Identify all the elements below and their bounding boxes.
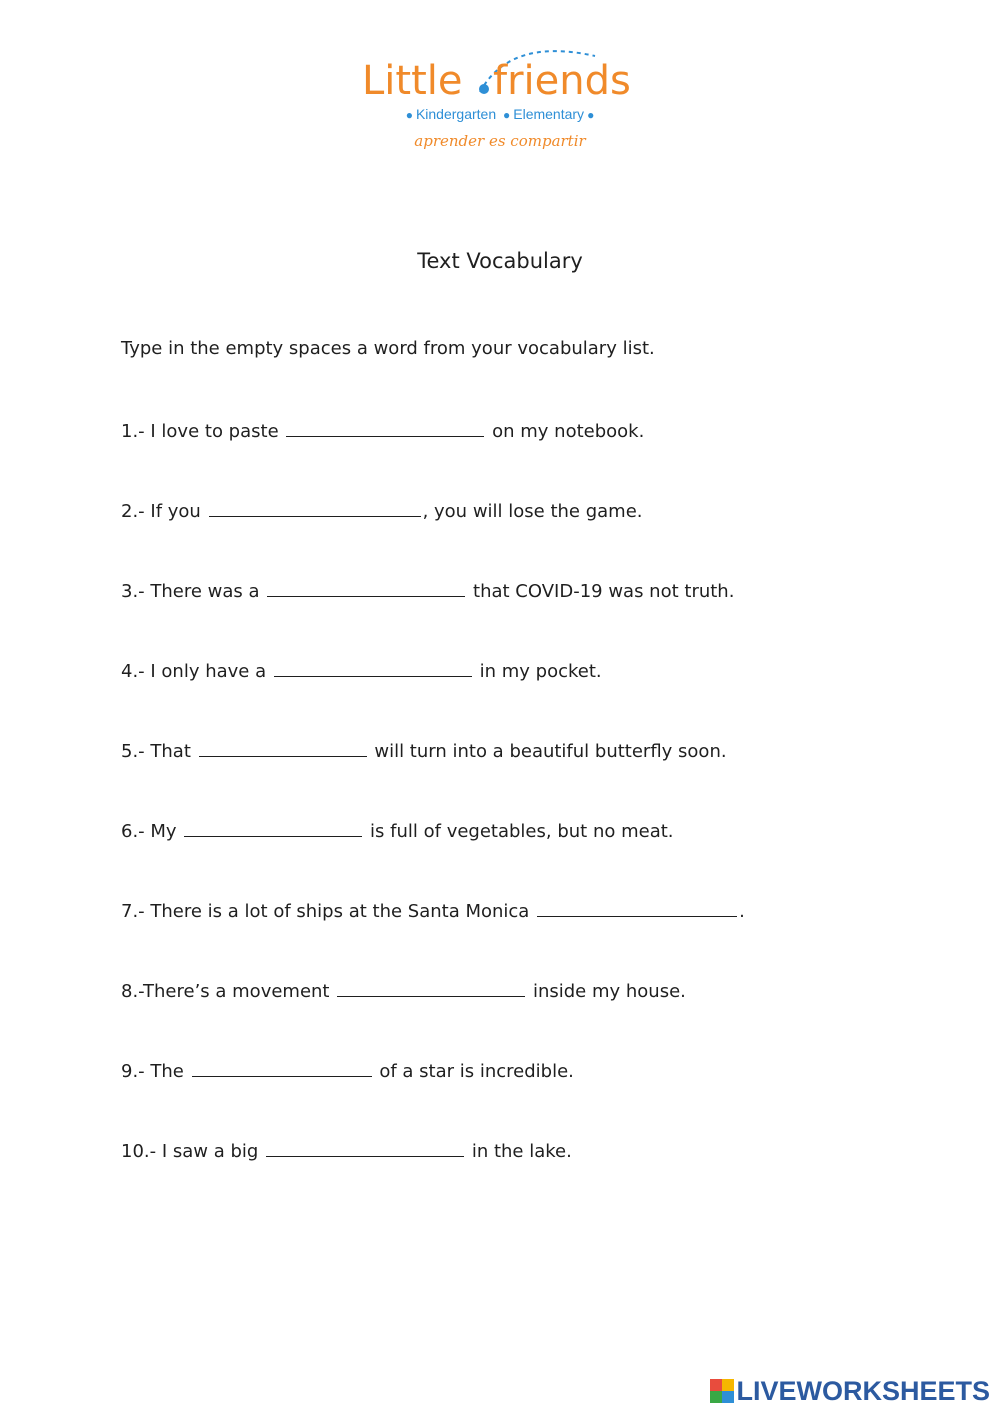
question-text-before: 2.- If you bbox=[121, 501, 201, 522]
question-text-after: . bbox=[739, 901, 745, 922]
question-5 bbox=[121, 738, 727, 762]
little-friends-wordmark bbox=[360, 42, 640, 112]
answer-blank-6[interactable] bbox=[184, 818, 362, 837]
question-8 bbox=[121, 978, 686, 1002]
question-text-after: that COVID-19 was not truth. bbox=[473, 581, 735, 602]
logo-subtitle-left: Kindergarten bbox=[415, 106, 497, 122]
question-text-after: in the lake. bbox=[471, 1141, 572, 1162]
question-1 bbox=[121, 418, 644, 442]
question-text-after: of a star is incredible. bbox=[379, 1061, 574, 1082]
logo-tile-blue bbox=[722, 1391, 734, 1403]
logo-tagline: aprender es compartir bbox=[414, 132, 586, 150]
svg-text:Little: Little bbox=[362, 58, 463, 104]
question-text-before: 8.-There’s a movement bbox=[121, 981, 330, 1002]
question-text-before: 3.- There was a bbox=[121, 581, 260, 602]
logo-subtitle-right: Elementary bbox=[513, 106, 585, 122]
question-text-before: 6.- My bbox=[121, 821, 177, 842]
answer-blank-9[interactable] bbox=[192, 1058, 372, 1077]
answer-blank-2[interactable] bbox=[209, 498, 421, 517]
liveworksheets-wordmark: LIVEWORKSHEETS bbox=[736, 1375, 990, 1406]
question-text-before: 9.- The bbox=[121, 1061, 184, 1082]
question-10 bbox=[121, 1138, 572, 1162]
question-text-before: 4.- I only have a bbox=[121, 661, 267, 682]
logo-subtitle: ● Kindergarten ● Elementary ● bbox=[405, 106, 595, 122]
question-text-after: inside my house. bbox=[532, 981, 686, 1002]
svg-text:friends: friends bbox=[493, 58, 631, 104]
school-logo bbox=[360, 28, 640, 163]
liveworksheets-logo-icon bbox=[710, 1379, 734, 1403]
logo-tile-red bbox=[710, 1379, 722, 1391]
question-text-before: 5.- That bbox=[121, 741, 191, 762]
question-2 bbox=[121, 498, 643, 522]
question-text-before: 1.- I love to paste bbox=[121, 421, 279, 442]
logo-tile-yellow bbox=[722, 1379, 734, 1391]
question-text-after: , you will lose the game. bbox=[422, 501, 643, 522]
question-7 bbox=[121, 898, 745, 922]
answer-blank-10[interactable] bbox=[266, 1138, 464, 1157]
answer-blank-7[interactable] bbox=[537, 898, 737, 917]
logo-tile-green bbox=[710, 1391, 722, 1403]
question-3 bbox=[121, 578, 734, 602]
liveworksheets-footer bbox=[710, 1376, 990, 1406]
worksheet-title: Text Vocabulary bbox=[417, 249, 583, 273]
question-text-before: 7.- There is a lot of ships at the Santa Monica bbox=[121, 901, 530, 922]
question-text-after: is full of vegetables, but no meat. bbox=[370, 821, 674, 842]
answer-blank-8[interactable] bbox=[337, 978, 525, 997]
answer-blank-1[interactable] bbox=[286, 418, 484, 437]
worksheet-instructions: Type in the empty spaces a word from your vocabulary list. bbox=[121, 338, 655, 359]
question-text-after: will turn into a beautiful butterfly soon. bbox=[374, 741, 727, 762]
answer-blank-4[interactable] bbox=[274, 658, 472, 677]
question-4 bbox=[121, 658, 602, 682]
question-9 bbox=[121, 1058, 574, 1082]
question-text-after: on my notebook. bbox=[492, 421, 645, 442]
answer-blank-5[interactable] bbox=[199, 738, 367, 757]
answer-blank-3[interactable] bbox=[267, 578, 465, 597]
question-6 bbox=[121, 818, 674, 842]
question-text-after: in my pocket. bbox=[479, 661, 602, 682]
question-text-before: 10.- I saw a big bbox=[121, 1141, 259, 1162]
